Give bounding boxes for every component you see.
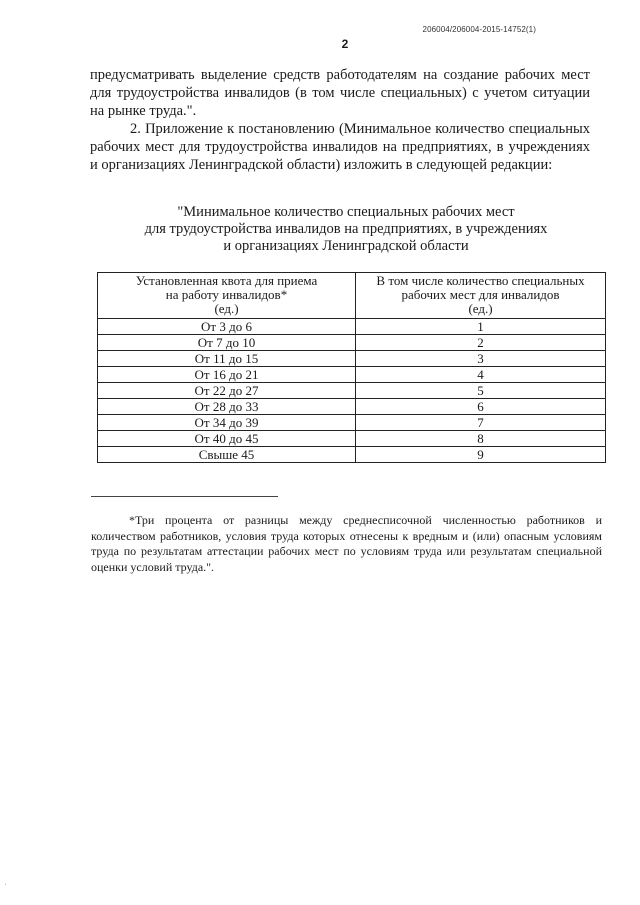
- quota-cell: От 28 до 33: [98, 399, 356, 415]
- count-cell: 4: [356, 367, 606, 383]
- count-cell: 6: [356, 399, 606, 415]
- footnote: [91, 513, 602, 575]
- quota-cell: От 22 до 27: [98, 383, 356, 399]
- header-quota: Установленная квота для приема на работу инвалидов* (ед.): [98, 273, 356, 319]
- table-row: [98, 367, 606, 383]
- count-cell: 7: [356, 415, 606, 431]
- quota-cell: От 16 до 21: [98, 367, 356, 383]
- table-row: [98, 383, 606, 399]
- table-row: [98, 431, 606, 447]
- table-row: [98, 319, 606, 335]
- appendix-title-line-3: и организациях Ленинградской области: [223, 238, 469, 254]
- quota-cell: От 7 до 10: [98, 335, 356, 351]
- count-cell: 9: [356, 447, 606, 463]
- appendix-title-line-1: "Минимальное количество специальных рабочих мест: [177, 204, 515, 220]
- count-cell: 5: [356, 383, 606, 399]
- appendix-title: [96, 204, 596, 255]
- document-id: 206004/206004-2015-14752(1): [422, 25, 536, 34]
- page-number: 2: [341, 37, 349, 51]
- table-row: [98, 415, 606, 431]
- table-row: [98, 351, 606, 367]
- table-row: [98, 335, 606, 351]
- quota-cell: От 11 до 15: [98, 351, 356, 367]
- quota-table: [97, 272, 606, 463]
- body-text: [90, 66, 590, 174]
- footnote-text: *Три процента от разницы между среднесписочной численностью работников и количеством работников, условия труда которых отнесены к вредным и (или) опасным условиям труда по результатам аттестации рабочих мест по условиям труда или результатам специальной оценки условий труда.".: [91, 513, 602, 574]
- paragraph-2: 2. Приложение к постановлению (Минимальное количество специальных рабочих мест для трудоустройства инвалидов на предприятиях, в учреждениях и организациях Ленинградской области) изложить в следующей редакции:: [90, 121, 590, 173]
- quota-cell: Свыше 45: [98, 447, 356, 463]
- header-special-places: В том числе количество специальных рабочих мест для инвалидов (ед.): [356, 273, 606, 319]
- table-row: [98, 399, 606, 415]
- count-cell: 1: [356, 319, 606, 335]
- count-cell: 8: [356, 431, 606, 447]
- paragraph-1: предусматривать выделение средств работодателям на создание рабочих мест для трудоустройства инвалидов (в том числе специальных) с учетом ситуации на рынке труда.".: [90, 67, 590, 119]
- quota-cell: От 3 до 6: [98, 319, 356, 335]
- table-header-row: [98, 273, 606, 319]
- scan-mark: ·: [4, 880, 8, 891]
- quota-cell: От 34 до 39: [98, 415, 356, 431]
- quota-cell: От 40 до 45: [98, 431, 356, 447]
- count-cell: 3: [356, 351, 606, 367]
- count-cell: 2: [356, 335, 606, 351]
- table-row: [98, 447, 606, 463]
- footnote-divider: [91, 496, 278, 497]
- appendix-title-line-2: для трудоустройства инвалидов на предприятиях, в учреждениях: [144, 221, 548, 237]
